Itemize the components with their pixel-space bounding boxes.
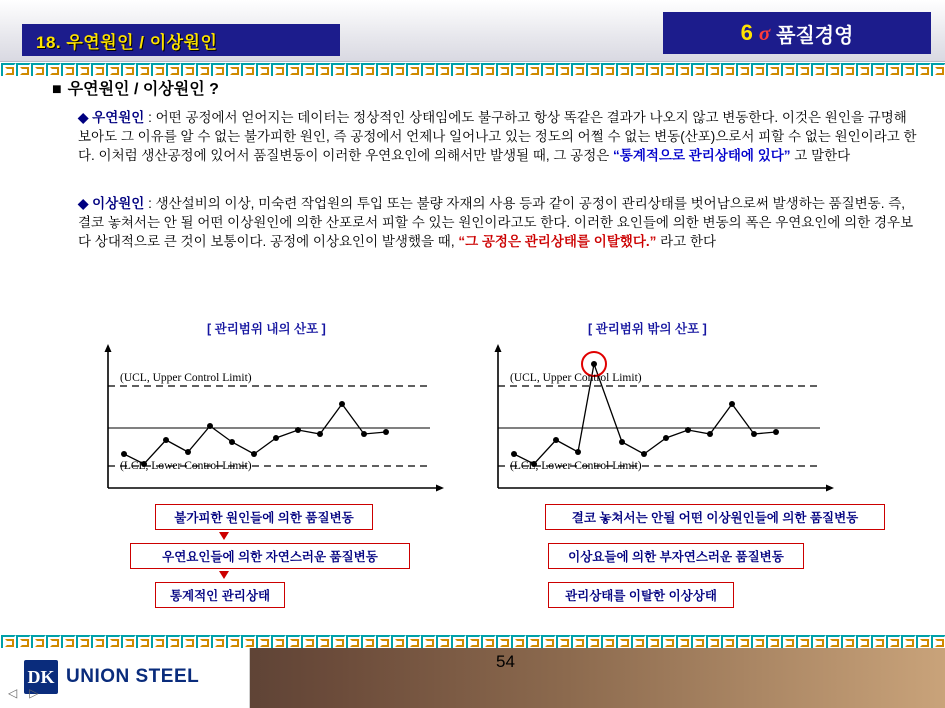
brand-label: 품질경영 [776, 24, 854, 47]
greek-key-cell [795, 62, 810, 76]
greek-key-cell [0, 62, 15, 76]
brand-logo [663, 12, 931, 54]
greek-key-cell [255, 62, 270, 76]
greek-key-cell [675, 634, 690, 648]
bullet-icon-2: ◆ [78, 196, 89, 211]
greek-key-cell [90, 634, 105, 648]
greek-key-cell [630, 634, 645, 648]
greek-key-cell [840, 62, 855, 76]
greek-key-cell [720, 634, 735, 648]
greek-key-cell [540, 634, 555, 648]
greek-key-cell [135, 62, 150, 76]
greek-key-cell [510, 634, 525, 648]
greek-key-cell [915, 62, 930, 76]
greek-key-cell [900, 62, 915, 76]
greek-key-cell [930, 634, 945, 648]
greek-key-cell [705, 634, 720, 648]
greek-key-cell [900, 634, 915, 648]
term-sep-1: : [144, 110, 156, 125]
greek-key-cell [540, 62, 555, 76]
greek-key-cell [135, 634, 150, 648]
greek-key-cell [735, 62, 750, 76]
greek-key-cell [585, 62, 600, 76]
company-logo [24, 660, 199, 694]
greek-key-cell [345, 62, 360, 76]
greek-key-cell [285, 62, 300, 76]
greek-key-cell [375, 62, 390, 76]
greek-key-cell [810, 62, 825, 76]
control-chart-out-of-limits [490, 342, 890, 494]
greek-key-cell [600, 62, 615, 76]
flow-box-right-1: 결코 놓쳐서는 안될 어떤 이상원인들에 의한 품질변동 [545, 504, 885, 530]
greek-key-cell [15, 634, 30, 648]
greek-key-cell [630, 62, 645, 76]
greek-key-cell [360, 62, 375, 76]
greek-key-cell [165, 62, 180, 76]
greek-key-cell [915, 634, 930, 648]
greek-key-cell [330, 62, 345, 76]
greek-key-cell [690, 62, 705, 76]
greek-key-cell [375, 634, 390, 648]
greek-key-cell [420, 62, 435, 76]
greek-key-cell [210, 62, 225, 76]
greek-key-cell [315, 634, 330, 648]
greek-key-cell [15, 62, 30, 76]
term-label-1: 우연원인 [92, 110, 145, 125]
greek-key-cell [435, 62, 450, 76]
greek-key-cell [690, 634, 705, 648]
greek-key-cell [300, 62, 315, 76]
term-quote-2: “그 공정은 관리상태를 이탈했다.” [458, 234, 657, 249]
term-text-2: 생산설비의 이상, 미숙련 작업원의 투입 또는 불량 자재의 사용 등과 같이 공정이 관리상태를 벗어남으로써 발생하는 품질변동. 즉, 결코 놓쳐서는 안 될 어떤 이상원인에 의한 산포로서 피할 수 있는 원인이라고도 한다. 이러한 요인들에 의한 변동의 폭은 우연요인에 의한 경우보다 상대적으로 큰 것이 보통이다. 공정에 이상요인이 발생했을 때, [78, 196, 914, 249]
greek-key-cell [870, 634, 885, 648]
term-text-1b: 고 말한다 [790, 148, 851, 163]
greek-key-cell [465, 634, 480, 648]
greek-key-cell [555, 634, 570, 648]
greek-key-cell [510, 62, 525, 76]
greek-key-cell [270, 62, 285, 76]
greek-key-cell [30, 634, 45, 648]
greek-key-cell [180, 634, 195, 648]
arrow-down-icon-left-2 [219, 571, 229, 579]
greek-key-cell [390, 634, 405, 648]
greek-key-cell [885, 634, 900, 648]
slide-title-bar [22, 24, 340, 56]
term-quote-1: “통계적으로 관리상태에 있다” [613, 148, 791, 163]
greek-key-cell [285, 634, 300, 648]
greek-key-cell [165, 634, 180, 648]
greek-key-cell [855, 62, 870, 76]
greek-key-cell [240, 634, 255, 648]
prev-arrow-icon[interactable]: ◁ [8, 686, 18, 700]
greek-key-cell [120, 62, 135, 76]
greek-key-cell [360, 634, 375, 648]
lcl-label-left: (LCL, Lower Control Limit) [120, 460, 252, 472]
dk-mark-icon: DK [24, 660, 58, 694]
greek-key-cell [765, 634, 780, 648]
greek-key-cell [615, 634, 630, 648]
lcl-label-right: (LCL, Lower Control Limit) [510, 460, 642, 472]
greek-key-cell [705, 62, 720, 76]
greek-key-cell [240, 62, 255, 76]
greek-key-cell [195, 634, 210, 648]
greek-key-cell [525, 634, 540, 648]
greek-key-cell [150, 62, 165, 76]
greek-key-cell [420, 634, 435, 648]
greek-key-cell [525, 62, 540, 76]
greek-key-cell [300, 634, 315, 648]
term-sep-2: : [144, 196, 156, 211]
greek-key-cell [105, 62, 120, 76]
greek-key-cell [45, 634, 60, 648]
greek-key-cell [450, 62, 465, 76]
greek-key-cell [720, 62, 735, 76]
flow-box-left-2: 우연요인들에 의한 자연스러운 품질변동 [130, 543, 410, 569]
greek-key-cell [750, 634, 765, 648]
greek-key-cell [30, 62, 45, 76]
greek-key-cell [480, 62, 495, 76]
greek-key-cell [780, 62, 795, 76]
greek-key-cell [735, 634, 750, 648]
definition-block-isang [78, 194, 918, 251]
ucl-label-left: (UCL, Upper Control Limit) [120, 372, 252, 384]
page-number: 54 [496, 652, 515, 671]
greek-key-cell [600, 634, 615, 648]
greek-key-cell [660, 634, 675, 648]
flow-box-right-3: 관리상태를 이탈한 이상상태 [548, 582, 734, 608]
flow-box-left-3: 통계적인 관리상태 [155, 582, 285, 608]
greek-key-cell [930, 62, 945, 76]
greek-key-cell [555, 62, 570, 76]
greek-key-cell [90, 62, 105, 76]
greek-key-cell [795, 634, 810, 648]
term-text-2b: 라고 한다 [656, 234, 717, 249]
bullet-icon-1: ◆ [78, 110, 89, 125]
greek-key-cell [270, 634, 285, 648]
greek-key-cell [345, 634, 360, 648]
greek-key-cell [75, 634, 90, 648]
greek-key-cell [225, 634, 240, 648]
nav-arrows[interactable] [8, 686, 38, 700]
greek-key-cell [825, 62, 840, 76]
greek-key-cell [585, 634, 600, 648]
greek-key-cell [465, 62, 480, 76]
greek-key-cell [435, 634, 450, 648]
section-heading [52, 76, 219, 99]
greek-key-cell [825, 634, 840, 648]
flow-box-right-2: 이상요들에 의한 부자연스러운 품질변동 [548, 543, 804, 569]
greek-key-cell [495, 634, 510, 648]
greek-key-divider-top [0, 62, 945, 76]
greek-key-cell [570, 634, 585, 648]
arrow-down-icon-left-1 [219, 532, 229, 540]
greek-key-cell [195, 62, 210, 76]
slide-content [0, 76, 945, 632]
greek-key-cell [330, 634, 345, 648]
greek-key-cell [405, 634, 420, 648]
heading-text: 우연원인 / 이상원인 ? [67, 81, 219, 98]
greek-key-cell [450, 634, 465, 648]
greek-key-cell [570, 62, 585, 76]
greek-key-cell [840, 634, 855, 648]
greek-key-cell [75, 62, 90, 76]
greek-key-cell [180, 62, 195, 76]
greek-key-cell [390, 62, 405, 76]
greek-key-cell [0, 634, 15, 648]
greek-key-cell [120, 634, 135, 648]
greek-key-cell [255, 634, 270, 648]
greek-key-cell [60, 634, 75, 648]
greek-key-cell [645, 634, 660, 648]
heading-marker: ■ [52, 81, 62, 98]
greek-key-cell [315, 62, 330, 76]
greek-key-cell [780, 634, 795, 648]
definition-block-woo-yeon [78, 108, 918, 165]
greek-key-cell [645, 62, 660, 76]
term-text-1: 어떤 공정에서 얻어지는 데이터는 정상적인 상태임에도 불구하고 항상 똑같은 결과가 나오지 않고 변동한다. 이것은 원인을 규명해 보아도 그 이유를 알 수 없는 불가피한 원인, 즉 공정에서 언제나 일어나고 있는 정도의 어쩔 수 없는 변동(산포)으로서 피할 수 없는 원인이라고 한다. 이처럼 생산공정에 있어서 품질변동이 이러한 우연요인에 의해서만 발생될 때, 그 공정은 [78, 110, 917, 163]
greek-key-cell [675, 62, 690, 76]
sigma-icon: σ [758, 20, 771, 45]
next-arrow-icon[interactable]: ▷ [29, 686, 39, 700]
greek-key-cell [105, 634, 120, 648]
brand-six: 6 [740, 20, 753, 45]
greek-key-cell [660, 62, 675, 76]
chart-caption-left: [ 관리범위 내의 산포 ] [207, 322, 326, 336]
term-label-2: 이상원인 [92, 196, 145, 211]
greek-key-cell [495, 62, 510, 76]
greek-key-cell [60, 62, 75, 76]
flow-box-left-1: 불가피한 원인들에 의한 품질변동 [155, 504, 373, 530]
greek-key-cell [870, 62, 885, 76]
chart-caption-right: [ 관리범위 밖의 산포 ] [588, 322, 707, 336]
company-name: UNION STEEL [66, 666, 200, 687]
greek-key-cell [405, 62, 420, 76]
greek-key-cell [45, 62, 60, 76]
ucl-label-right: (UCL, Upper Control Limit) [510, 372, 642, 384]
control-chart-in-limits [100, 342, 500, 494]
page-title: 18. 우연원인 / 이상원인 [36, 32, 218, 52]
greek-key-cell [615, 62, 630, 76]
greek-key-cell [765, 62, 780, 76]
greek-key-cell [855, 634, 870, 648]
greek-key-cell [150, 634, 165, 648]
greek-key-cell [480, 634, 495, 648]
greek-key-cell [885, 62, 900, 76]
greek-key-divider-bottom [0, 634, 945, 648]
greek-key-cell [210, 634, 225, 648]
greek-key-cell [810, 634, 825, 648]
greek-key-cell [750, 62, 765, 76]
greek-key-cell [225, 62, 240, 76]
